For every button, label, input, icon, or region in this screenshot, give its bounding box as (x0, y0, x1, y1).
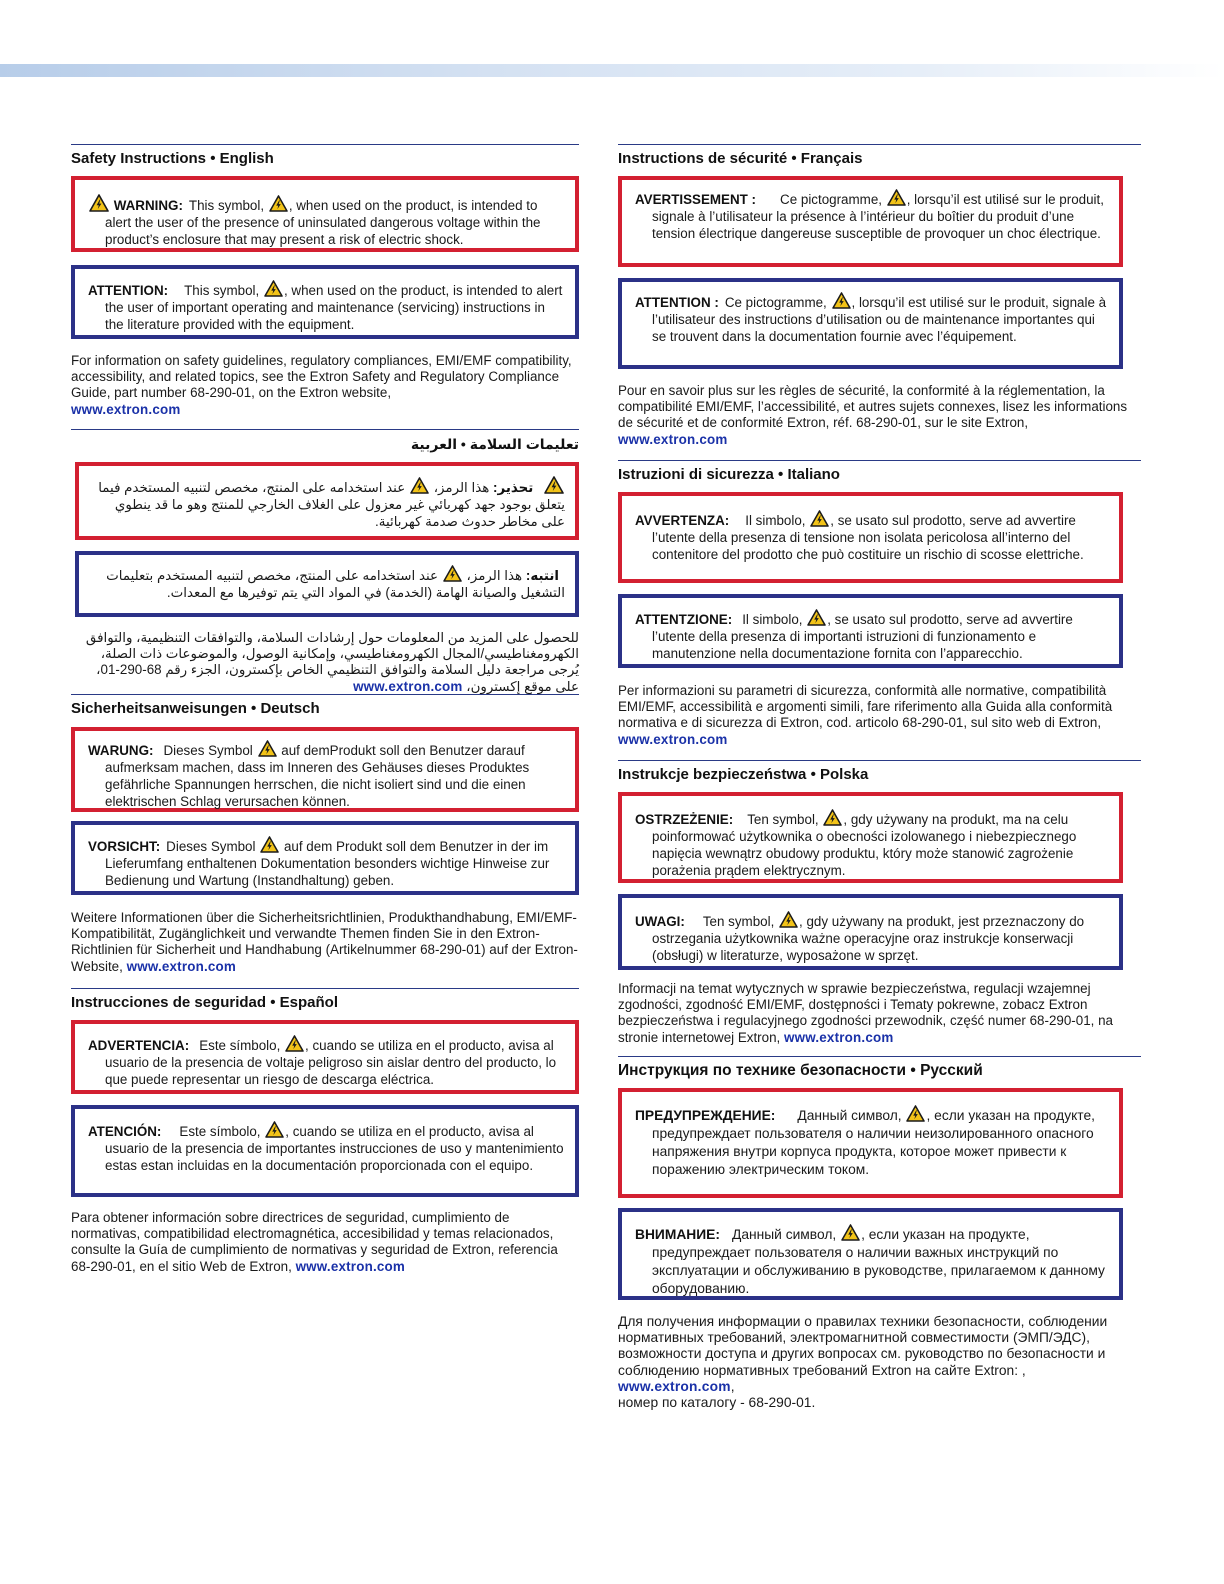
info-paragraph (618, 383, 1141, 448)
section-russkiy (618, 1056, 1141, 1411)
warning-triangle-icon (443, 565, 462, 582)
warning-text-pre: Ten symbol, (747, 812, 819, 827)
section-heading: Safety Instructions • English (71, 150, 274, 167)
section-arabic (71, 429, 579, 694)
warning-triangle-icon (269, 195, 288, 212)
info-paragraph (71, 910, 579, 975)
extron-link[interactable]: www.extron.com (295, 1258, 406, 1274)
section-heading: Sicherheitsanweisungen • Deutsch (71, 700, 320, 717)
info-text: Weitere Informationen über die Sicherheitsrichtlinien, Produkthandhabung, EMI/EMF-Kompatibilität, Zugänglichkeit und verwandte Themen finden Sie in den Extron-Richtlinien für Sicherheit und Handhabung (Artikelnummer 68-290-01) auf der Extron-Website, (71, 910, 578, 974)
section-heading: Istruzioni di sicurezza • Italiano (618, 466, 840, 483)
warning-text-pre: Este símbolo, (199, 1038, 281, 1053)
section-deutsch (71, 694, 579, 974)
warning-triangle-icon (258, 740, 277, 757)
info-text: Для получения информации о правилах техники безопасности, соблюдении нормативных требований, электромагнитной совместимости (ЭМП/ЭДС), возможности доступа и других вопросах см. руководство по безопасности и соблюдению нормативных требований Extron на сайте Extron: , (618, 1314, 1108, 1378)
warning-box (71, 176, 579, 252)
attention-text-pre: Ce pictogramme, (724, 295, 827, 310)
extron-link[interactable]: www.extron.com (784, 1029, 894, 1045)
warning-box (618, 176, 1123, 267)
attention-text: , lorsqu’il est utilisé sur le produit, signale à l’utilisateur des instructions d’utilisation ou de maintenance importantes qui se trouvent dans la documentation fournie avec l’équipement. (652, 295, 1107, 344)
warning-text: , gdy używany na produkt, ma na celu poinformować użytkownika o obecności izolowanego i niebezpiecznego napięcia wewnątrz obudowy produktu, który może stanowić zagrożenie porażenia prądem elektrycznym. (652, 812, 1077, 878)
warning-text: auf demProdukt soll den Benutzer darauf aufmerksam machen, dass im Inneren des Gehäuses dieses Produktes gefährliche Spannungen herrschen, die nicht isoliert sind und die einen elektrischen Schlag verursachen können. (105, 743, 530, 809)
attention-box (618, 1208, 1123, 1300)
section-rule (71, 429, 579, 430)
attention-text: , se usato sul prodotto, serve ad avvertire l’utente della presenza di importanti istruzioni di funzionamento e manutenzione nella documentazione fornita con l’apparecchio. (652, 612, 1073, 661)
info-paragraph (618, 1314, 1141, 1411)
info-after-link: , (730, 1378, 735, 1394)
info-text: للحصول على المزيد من المعلومات حول إرشادات السلامة، والتوافقات التنظيمية، والتوافق الكهرومغناطيسي/المجال الكهرومغناطيسي، وإمكانية الوصول، والموضوعات ذات الصلة، يُرجى مراجعة دليل السلامة والتوافق التنظيمي الخاص بإكسترون، الجزء رقم 68-290-01، على موقع إكسترون، (85, 630, 579, 694)
warning-triangle-icon (779, 911, 798, 928)
warning-label: ПРЕДУПРЕЖДЕНИЕ: (635, 1108, 776, 1123)
attention-box (71, 821, 579, 895)
warning-triangle-icon (841, 1224, 860, 1241)
section-heading: Инструкция по технике безопасности • Русский (618, 1062, 983, 1079)
section-espanol (71, 988, 579, 1274)
extron-link[interactable]: www.extron.com (618, 731, 728, 747)
section-rule (618, 460, 1141, 461)
warning-box (75, 462, 579, 540)
attention-label: UWAGI: (635, 914, 685, 929)
section-rule (618, 1056, 1141, 1057)
section-english (71, 144, 579, 417)
warning-text-pre: This symbol, (188, 198, 265, 213)
warning-box (618, 1088, 1123, 1198)
warning-triangle-icon (260, 836, 279, 853)
extron-link[interactable]: www.extron.com (618, 1378, 731, 1394)
section-rule (618, 760, 1141, 761)
attention-label: VORSICHT: (88, 839, 161, 854)
attention-box (71, 1105, 579, 1197)
section-heading: Instrucciones de seguridad • Español (71, 994, 338, 1011)
attention-label: ATTENTZIONE: (635, 612, 733, 627)
attention-box (618, 894, 1123, 970)
warning-triangle-icon (285, 1035, 304, 1052)
attention-label: ATTENTION : (635, 295, 719, 310)
attention-label: ВНИМАНИЕ: (635, 1227, 720, 1242)
section-rule (71, 144, 579, 145)
warning-triangle-icon (264, 280, 283, 297)
attention-text: , если указан на продукте, предупреждает пользователя о наличии важных инструкций по эксплуатации и обслуживанию в руководстве, прилагаемом к данному оборудованию. (652, 1227, 1105, 1296)
attention-text-pre: Dieses Symbol (166, 839, 256, 854)
warning-label: WARUNG: (88, 743, 154, 758)
warning-text-pre: Dieses Symbol (163, 743, 253, 758)
warning-box (71, 1020, 579, 1094)
attention-text-pre: This symbol, (184, 283, 260, 298)
attention-box (71, 265, 579, 339)
warning-text: , when used on the product, is intended to alert the user of the presence of uninsulated dangerous voltage within the product’s enclosure that may present a risk of electric shock. (105, 198, 541, 247)
section-rule (618, 144, 1141, 145)
warning-label: تحذير: (493, 480, 534, 495)
warning-triangle-icon (410, 477, 429, 494)
warning-triangle-icon (544, 476, 564, 494)
attention-box (618, 278, 1123, 369)
attention-label: انتبه: (525, 568, 559, 583)
section-heading: Instrukcje bezpieczeństwa • Polska (618, 766, 869, 783)
info-paragraph (71, 353, 579, 418)
warning-label: AVERTISSEMENT : (635, 192, 757, 207)
attention-text-pre: Данный символ, (731, 1227, 837, 1242)
warning-text-pre: هذا الرمز، (433, 480, 490, 495)
extron-link[interactable]: www.extron.com (126, 958, 237, 974)
warning-triangle-icon (807, 609, 826, 626)
extron-link[interactable]: www.extron.com (71, 401, 181, 417)
info-text: Pour en savoir plus sur les règles de sécurité, la conformité à la réglementation, la compatibilité EMI/EMF, l’accessibilité, et autres sujets connexes, lisez les informations de sécurité et de conformité Extron, réf. 68-290-01, sur le site Extron, (618, 383, 1128, 431)
attention-text-pre: Ten symbol, (702, 914, 775, 929)
attention-label: ATTENTION: (88, 283, 169, 298)
attention-text-pre: Il simbolo, (742, 612, 803, 627)
extron-link[interactable]: www.extron.com (618, 431, 728, 447)
warning-text: , se usato sul prodotto, serve ad avvertire l’utente della presenza di tensione non isolata pericolosa all’interno del contenitore del prodotto che può costituire un rischio di scosse elettriche. (652, 513, 1084, 562)
section-italiano (618, 460, 1141, 747)
info-text: Para obtener información sobre directrices de seguridad, cumplimiento de normativas, compatibilidad electromagnética, accesibilidad y temas relacionados, consulte la Guía de cumplimiento de normativas y seguridad de Extron, referencia 68-290-01, en el sitio Web de Extron, (71, 1210, 558, 1274)
warning-label: OSTRZEŻENIE: (635, 812, 734, 827)
warning-triangle-icon (832, 292, 851, 309)
warning-text-pre: Данный символ, (797, 1108, 902, 1123)
warning-text: , cuando se utiliza en el producto, avisa al usuario de la presencia de voltaje peligroso sin aislar dentro del producto, lo que puede representar un riesgo de descarga eléctrica. (105, 1038, 557, 1087)
section-polska (618, 760, 1141, 1045)
section-francais (618, 144, 1141, 447)
warning-triangle-icon (265, 1121, 284, 1138)
extron-link[interactable]: www.extron.com (353, 678, 463, 694)
section-heading: تعليمات السلامة • العربية (410, 436, 579, 452)
info-text: Per informazioni su parametri di sicurezza, conformità alle normative, compatibilità EMI/EMF, accessibilità e argomenti simili, fare riferimento alla Guida alla conformità normativa e di sicurezza di Extron, cod. articolo 68-290-01, sul sito web di Extron, (618, 683, 1113, 731)
section-rule (71, 694, 579, 695)
attention-text-pre: هذا الرمز، (466, 568, 523, 583)
attention-text: auf dem Produkt soll dem Benutzer in der im Lieferumfang enthaltenen Dokumentation besonders wichtige Hinweise zur Bedienung und Wartung (Instandhaltung) geben. (105, 839, 550, 888)
info-paragraph (71, 1210, 579, 1275)
section-rule (71, 988, 579, 989)
warning-box (618, 792, 1123, 883)
info-text: For information on safety guidelines, regulatory compliances, EMI/EMF compatibility, accessibility, and related topics, see the Extron Safety and Regulatory Compliance Guide, part number 68-290-01, on the Extron website, (71, 353, 572, 401)
attention-label: ATENCIÓN: (88, 1124, 162, 1139)
section-heading: Instructions de sécurité • Français (618, 150, 863, 167)
info-paragraph (71, 630, 579, 695)
warning-text: , если указан на продукте, предупреждает пользователя о наличии неизолированного опасного напряжения внутри корпуса продукта, которое может привести к поражению электрическим током. (652, 1108, 1095, 1177)
warning-triangle-icon (89, 194, 109, 212)
attention-box (618, 594, 1123, 668)
info-tail: номер по каталогу - 68-290-01. (618, 1395, 816, 1411)
warning-triangle-icon (887, 189, 906, 206)
warning-text: , lorsqu’il est utilisé sur le produit, signale à l’utilisateur la présence à l’intérieur du boîtier du produit d’une tension électrique dangereuse susceptible de provoquer un choc électrique. (652, 192, 1104, 241)
warning-text-pre: Ce pictogramme, (780, 192, 882, 207)
warning-text: عند استخدامه على المنتج، مخصص لتنبيه المستخدم فيما يتعلق بوجود جهد كهربائي غير معزول على الغلاف الخارجي للمنتج وهو ما قد ينطوي على مخاطر حدوث صدمة كهربائية. (98, 480, 565, 529)
info-text: Informacji na temat wytycznych w sprawie bezpieczeństwa, regulacji wzajemnej zgodności, zgodność EMI/EMF, dostępności i Tematy pokrewne, zobacz Extron bezpieczeństwa i regulacyjnego zgodności przewodnik, część numer 68-290-01, na stronie internetowej Extron, (618, 981, 1113, 1045)
warning-triangle-icon (823, 809, 842, 826)
warning-box (71, 727, 579, 812)
warning-label: WARNING: (113, 198, 183, 213)
warning-box (618, 492, 1123, 583)
attention-text-pre: Este símbolo, (179, 1124, 261, 1139)
warning-text-pre: Il simbolo, (745, 513, 806, 528)
attention-text: , when used on the product, is intended to alert the user of important operating and maintenance (servicing) instructions in the literature provided with the equipment. (105, 283, 563, 332)
attention-text: , gdy używany na produkt, jest przeznaczony do ostrzegania użytkownika ważne operacyjne oraz instrukcje konserwacji (obsługi) w literaturze, wyposażone w sprzęt. (652, 914, 1085, 963)
header-gradient-bar (0, 64, 1224, 77)
info-paragraph (618, 981, 1141, 1046)
warning-triangle-icon (906, 1105, 925, 1122)
warning-label: AVVERTENZA: (635, 513, 730, 528)
attention-text: عند استخدامه على المنتج، مخصص لتنبيه المستخدم بتعليمات التشغيل والصيانة الهامة (الخدمة) في المواد التي يتم توفيرها مع المعدات. (106, 568, 565, 600)
info-paragraph (618, 683, 1141, 748)
attention-box (75, 551, 579, 617)
warning-label: ADVERTENCIA: (88, 1038, 190, 1053)
warning-triangle-icon (810, 510, 829, 527)
attention-text: , cuando se utiliza en el producto, avisa al usuario de la presencia de importantes instrucciones de uso y mantenimiento estas estan incluidas en la documentación proporcionada con el equipo. (105, 1124, 564, 1173)
